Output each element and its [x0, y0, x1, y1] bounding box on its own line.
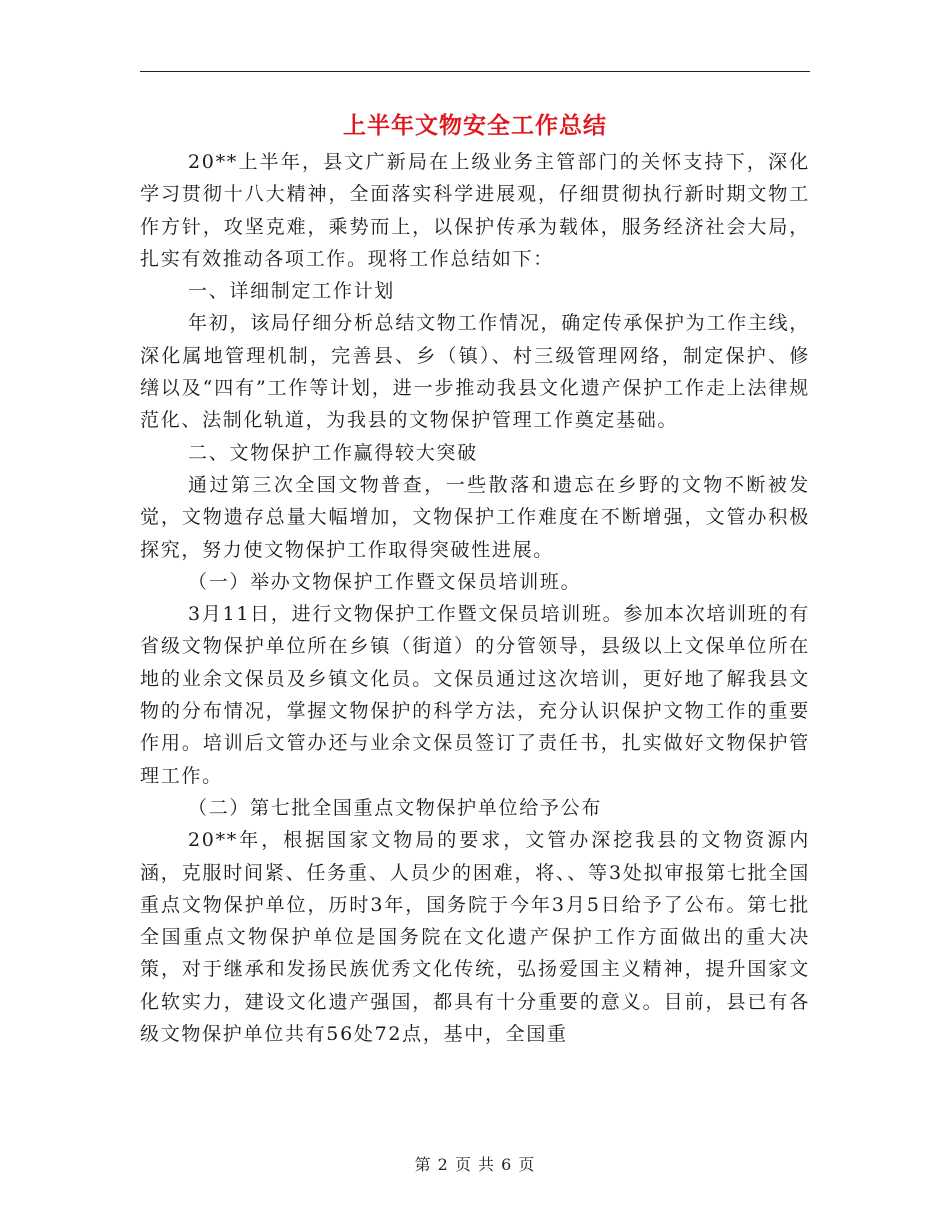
- page-number: 第 2 页 共 6 页: [414, 1155, 536, 1174]
- subsection-2-paragraph: 20**年，根据国家文物局的要求，文管办深挖我县的文物资源内涵，克服时间紧、任务重、人员少的困难，将、、等3处拟审报第七批全国重点文物保护单位，历时3年，国务院于今年3月5日给予了公布。第七批全国重点文物保护单位是国务院在文化遗产保护工作方面做出的重大决策，对于继承和发扬民族优秀文化传统，弘扬爱国主义精神，提升国家文化软实力，建设文化遗产强国，都具有十分重要的意义。目前，县已有各级文物保护单位共有56处72点，基中，全国重: [140, 829, 810, 1046]
- document-title: 上半年文物安全工作总结: [343, 113, 607, 139]
- section-heading-2: 二、文物保护工作赢得较大突破: [188, 441, 478, 464]
- intro-paragraph: 20**上半年，县文广新局在上级业务主管部门的关怀支持下，深化学习贯彻十八大精神，全面落实科学进展观，仔细贯彻执行新时期文物工作方针，攻坚克难，乘势而上，以保护传承为载体，服务经济社会大局，扎实有效推动各项工作。现将工作总结如下：: [140, 151, 810, 270]
- section-1-paragraph: 年初，该局仔细分析总结文物工作情况，确定传承保护为工作主线，深化属地管理机制，完善县、乡（镇）、村三级管理网络，制定保护、修缮以及“四有”工作等计划，进一步推动我县文化遗产保护工作走上法律规范化、法制化轨道，为我县的文物保护管理工作奠定基础。: [140, 312, 810, 432]
- subsection-heading-2: （二）第七批全国重点文物保护单位给予公布: [188, 796, 603, 819]
- subsection-heading-1: （一）举办文物保护工作暨文保员培训班。: [188, 570, 582, 593]
- document-body: [140, 146, 810, 1050]
- subsection-1-paragraph: 3月11日，进行文物保护工作暨文保员培训班。参加本次培训班的有省级文物保护单位所在乡镇（街道）的分管领导，县级以上文保单位所在地的业余文保员及乡镇文化员。文保员通过这次培训，更好地了解我县文物的分布情况，掌握文物保护的科学方法，充分认识保护文物工作的重要作用。培训后文管办还与业余文保员签订了责任书，扎实做好文物保护管理工作。: [140, 603, 810, 787]
- section-heading-1: 一、详细制定工作计划: [188, 280, 396, 303]
- section-2-paragraph: 通过第三次全国文物普查，一些散落和遗忘在乡野的文物不断被发觉，文物遗存总量大幅增加，文物保护工作难度在不断增强，文管办积极探究，努力使文物保护工作取得突破性进展。: [140, 473, 810, 561]
- header-rule: [140, 71, 810, 72]
